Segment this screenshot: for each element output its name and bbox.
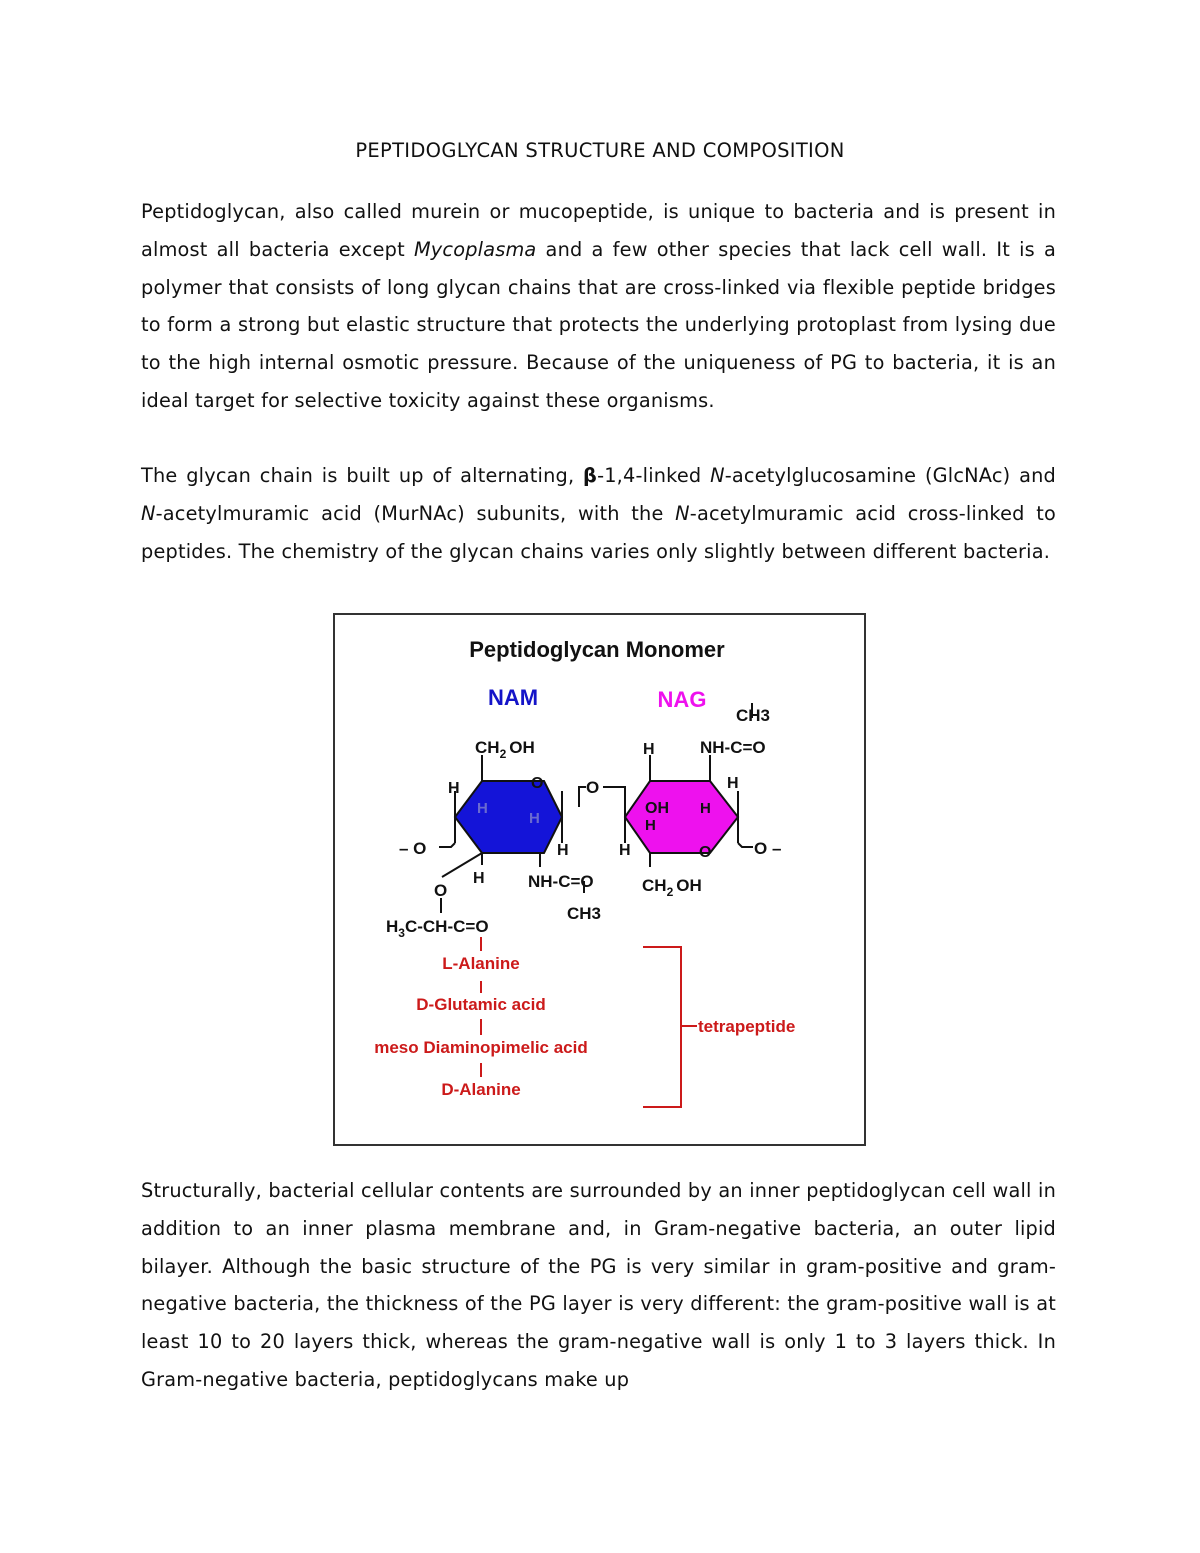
nam-ring-o: O bbox=[531, 775, 544, 792]
paragraph-structure: Structurally, bacterial cellular contents are surrounded by an inner peptidoglycan cell wall in addition to an inner plasma membrane and, in Gram-negative bacteria, an outer lipid bilayer. Although the basic structure of the PG is very similar in gram-positive and gram-negative bacteria, the thickness of the PG layer is very different: the gram-positive wall is at least 10 to 20 layers thick, whereas the gram-negative wall is only 1 to 3 layers thick. In Gram-negative bacteria, peptidoglycans make up bbox=[141, 1179, 1056, 1391]
nag-h-right: H bbox=[727, 775, 739, 792]
glycosidic-o: O bbox=[586, 778, 600, 797]
nam-ch2oh: $CH_2$ OH bbox=[475, 738, 535, 761]
figure-title: Peptidoglycan Monomer bbox=[469, 637, 725, 662]
nag-ch3: CH3 bbox=[736, 706, 771, 725]
nam-h-left: H bbox=[448, 780, 460, 797]
nag-oh: OH bbox=[645, 800, 669, 817]
nag-ring bbox=[625, 781, 738, 853]
nam-h-inner-2: H bbox=[529, 810, 540, 827]
mycoplasma-italic: Mycoplasma bbox=[413, 237, 537, 261]
lactyl-group: $H_3C-CH-C=O$ bbox=[386, 917, 489, 940]
right-chain-link: O – bbox=[754, 839, 782, 858]
nam-h-inner-1: H bbox=[477, 800, 488, 817]
nam-ring bbox=[455, 781, 562, 853]
lactyl-o: O bbox=[434, 881, 448, 900]
tetrapeptide-bracket bbox=[643, 947, 697, 1107]
nag-h-inner-2: H bbox=[700, 800, 711, 817]
nag-ring-o: O bbox=[699, 844, 712, 861]
nam-ch3: CH3 bbox=[567, 904, 602, 923]
document-title: PEPTIDOGLYCAN STRUCTURE AND COMPOSITION bbox=[355, 139, 845, 162]
peptide-meso-dap: meso Diaminopimelic acid bbox=[374, 1038, 588, 1057]
nag-ch2oh: $CH_2$ OH bbox=[642, 876, 702, 899]
nam-nh-co: NH-C=O bbox=[528, 872, 594, 891]
paragraph-glycan-chain: The glycan chain is built up of alternating, β-1,4-linked N-acetylglucosamine (GlcNAc) and N-acetylmuramic acid (MurNAc) subunits, with the N-acetylmuramic acid cross-linked to peptides. The chemistry of the glycan chains varies only slightly between different bacteria. bbox=[141, 464, 1056, 563]
peptide-d-glutamic-acid: D-Glutamic acid bbox=[416, 995, 546, 1014]
tetrapeptide-label: tetrapeptide bbox=[698, 1017, 796, 1036]
paragraph-intro: Peptidoglycan, also called murein or mucopeptide, is unique to bacteria and is present in almost all bacteria except Mycoplasma and a few other species that lack cell wall. It is a polymer that consists of long glycan chains that are cross-linked via flexible peptide bridges to form a strong but elastic structure that protects the underlying protoplast from lysing due to the high internal osmotic pressure. Because of the uniqueness of PG to bacteria, it is an ideal target for selective toxicity against these organisms. bbox=[141, 200, 1056, 412]
nag-label: NAG bbox=[657, 687, 707, 712]
nam-h-right: H bbox=[557, 842, 569, 859]
left-chain-link: – O bbox=[399, 839, 427, 858]
nag-h-left: H bbox=[619, 842, 631, 859]
nag-h-inner-1: H bbox=[645, 817, 656, 834]
peptidoglycan-monomer-figure bbox=[333, 613, 866, 1146]
nag-nh-co: NH-C=O bbox=[700, 738, 766, 757]
nam-h-bottom: H bbox=[473, 870, 485, 887]
nam-label: NAM bbox=[487, 685, 539, 710]
peptide-d-alanine: D-Alanine bbox=[441, 1080, 521, 1099]
peptide-l-alanine: L-Alanine bbox=[442, 954, 520, 973]
monomer-diagram bbox=[335, 615, 864, 1144]
nag-h-top: H bbox=[643, 741, 655, 758]
